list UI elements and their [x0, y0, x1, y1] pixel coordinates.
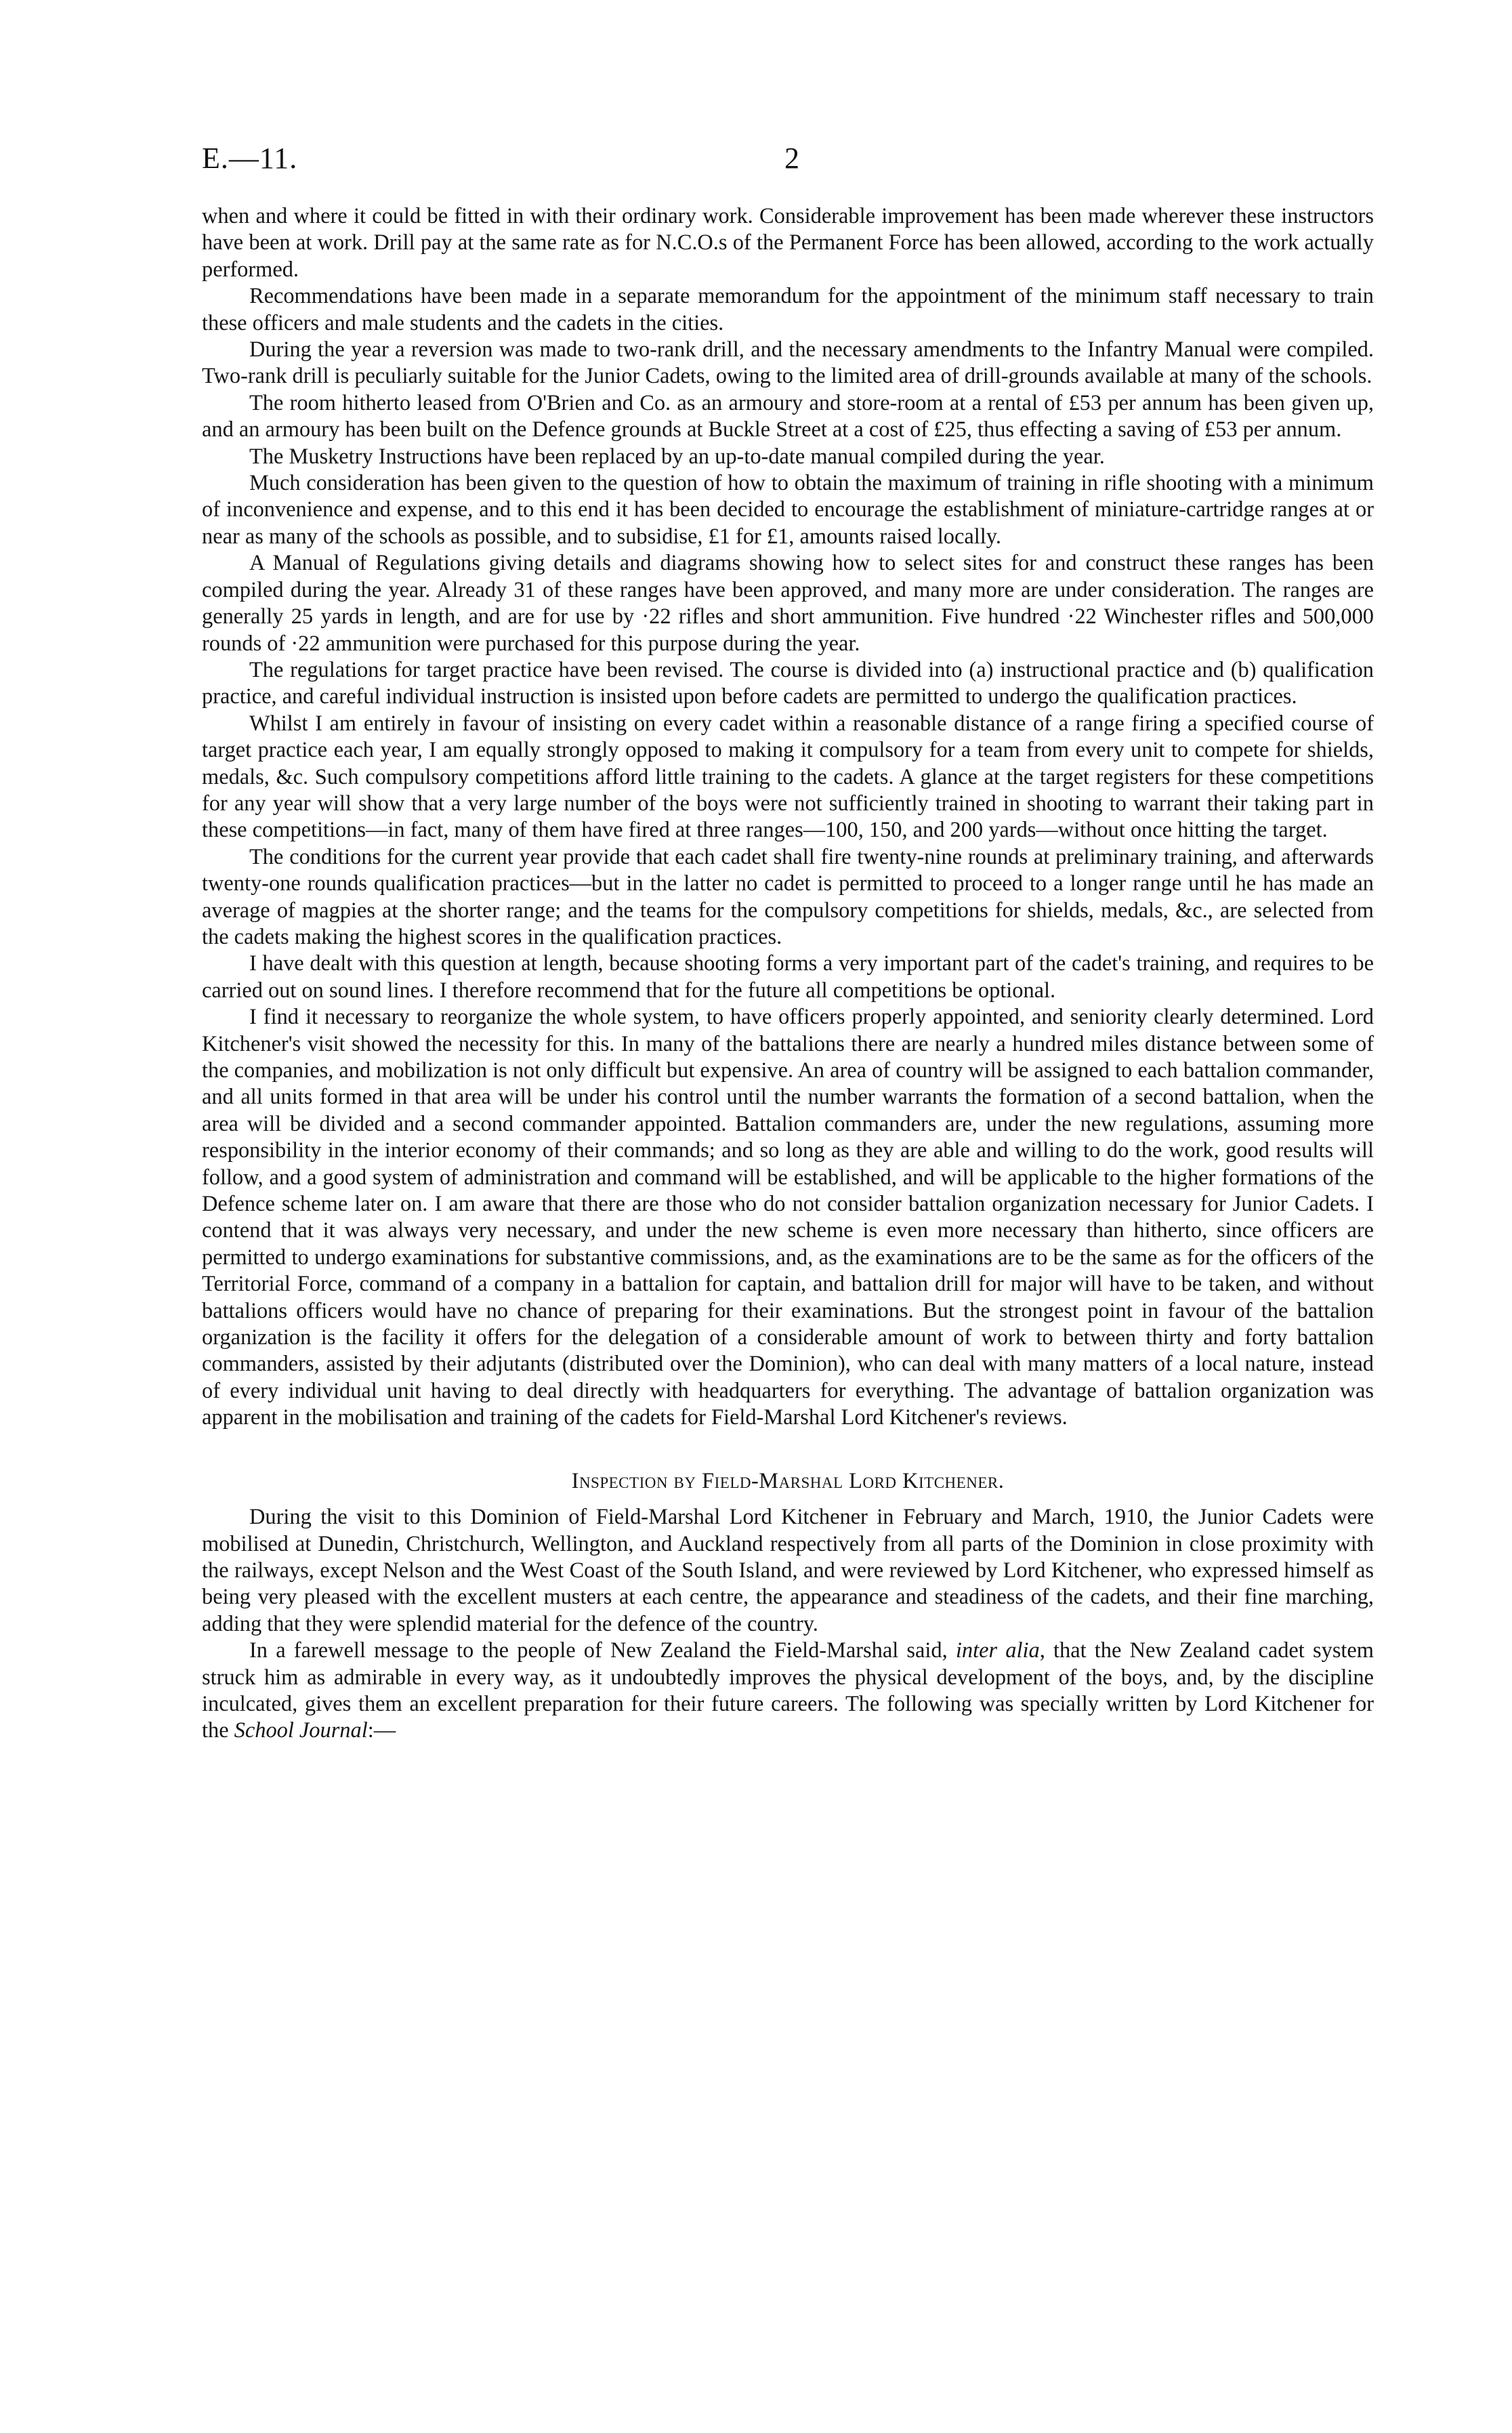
paragraph: I have dealt with this question at length, because shooting forms a very important part of the cadet's training, and requires to be carried out on sound lines. I therefore recommend that for the future all competitions be optional. [202, 951, 1374, 1003]
paragraph: The Musketry Instructions have been replaced by an up-to-date manual compiled during the year. [249, 444, 1105, 469]
page-header [202, 141, 1374, 182]
paragraph: Much consideration has been given to the question of how to obtain the maximum of training in rifle shooting with a minimum of inconvenience and expense, and to this end it has been decided to encourage the establishment of miniature-cartridge ranges at or near as many of the schools as possible, and to subsidise, £1 for £1, amounts raised locally. [202, 471, 1374, 549]
paragraph: The conditions for the current year provide that each cadet shall fire twenty-nine rounds at preliminary training, and afterwards twenty-one rounds qualification practices—but in the latter no cadet is permitted to proceed to a longer range until he has made an average of magpies at the shorter range; and the teams for the compulsory competitions for shields, medals, &c., are selected from the cadets making the highest scores in the qualification practices. [202, 844, 1374, 949]
paragraph: Whilst I am entirely in favour of insisting on every cadet within a reasonable distance of a range firing a specified course of target practice each year, I am equally strongly opposed to making it compulsory for a team from every unit to compete for shields, medals, &c. Such compulsory competitions afford little training to the cadets. A glance at the target registers for these competitions for any year will show that a very large number of the boys were not sufficiently trained in shooting to warrant their taking part in these competitions—in fact, many of them have fired at three ranges—100, 150, and 200 yards—without once hitting the target. [202, 711, 1374, 843]
paragraph: when and where it could be fitted in with their ordinary work. Considerable improvement has been made wherever these instructors have been at work. Drill pay at the same rate as for N.C.O.s of the Permanent Force has been allowed, according to the work actually performed. [202, 204, 1374, 282]
text-run: , that the New Zealand cadet system struck him as admirable in every way, as it undoubtedly improves the physical development of the boys, and, by the discipline inculcated, gives them an excellent preparation for their future careers. The following was specially written by Lord Kitchener for the [202, 1638, 1374, 1743]
text-run: In a farewell message to the people of New Zealand the Field-Marshal said, [249, 1638, 956, 1663]
paragraph: During the visit to this Dominion of Field-Marshal Lord Kitchener in February and March, 1910, the Junior Cadets were mobilised at Dunedin, Christchurch, Wellington, and Auckland respectively from all parts of the Dominion in close proximity with the railways, except Nelson and the West Coast of the South Island, and were reviewed by Lord Kitchener, who expressed himself as being very pleased with the excellent musters at each centre, the appearance and steadiness of the cadets, and their fine marching, adding that they were splendid material for the defence of the country. [202, 1505, 1374, 1636]
text-run: :— [367, 1718, 396, 1743]
section-heading: Inspection by Field-Marshal Lord Kitchener. [571, 1468, 1005, 1493]
body-text [202, 203, 1374, 1745]
italic-title: School Journal [234, 1718, 368, 1743]
page-number: 2 [784, 142, 799, 175]
paragraph: During the year a reversion was made to two-rank drill, and the necessary amendments to the Infantry Manual were compiled. Two-rank drill is peculiarly suitable for the Junior Cadets, owing to the limited area of drill-grounds available at many of the schools. [202, 337, 1374, 389]
document-reference: E.—11. [202, 142, 298, 175]
paragraph: I find it necessary to reorganize the whole system, to have officers properly appointed, and seniority clearly determined. Lord Kitchener's visit showed the necessity for this. In many of the battalions there are nearly a hundred miles distance between some of the companies, and mobilization is not only difficult but expensive. An area of country will be assigned to each battalion commander, and all units formed in that area will be under his control until the number warrants the formation of a second battalion, when the area will be divided and a second commander appointed. Battalion commanders are, under the new regulations, assuming more responsibility in the interior economy of their commands; and so long as they are able and willing to do the work, good results will follow, and a good system of administration and command will be established, and will be applicable to the higher formations of the Defence scheme later on. I am aware that there are those who do not consider battalion organization necessary for Junior Cadets. I contend that it was always very necessary, and under the new scheme is even more necessary than hitherto, since officers are permitted to undergo examinations for substantive commissions, and, as the examinations are to be the same as for the officers of the Territorial Force, command of a company in a battalion for captain, and battalion drill for major will have to be taken, and without battalions officers would have no chance of preparing for their examinations. But the strongest point in favour of the battalion organization is the facility it offers for the delegation of a considerable amount of work to between thirty and forty battalion commanders, assisted by their adjutants (distributed over the Dominion), who can deal with many matters of a local nature, instead of every individual unit having to deal directly with headquarters for everything. The advantage of battalion organization was apparent in the mobilisation and training of the cadets for Field-Marshal Lord Kitchener's reviews. [202, 1005, 1374, 1430]
italic-phrase: inter alia [955, 1638, 1040, 1663]
paragraph [202, 1638, 1374, 1745]
paragraph: The room hitherto leased from O'Brien and Co. as an armoury and store-room at a rental of £53 per annum has been given up, and an armoury has been built on the Defence grounds at Buckle Street at a cost of £25, thus effecting a saving of £53 per annum. [202, 390, 1374, 442]
paragraph: A Manual of Regulations giving details and diagrams showing how to select sites for and construct these ranges has been compiled during the year. Already 31 of these ranges have been approved, and many more are under consideration. The ranges are generally 25 yards in length, and are for use by ·22 rifles and short ammunition. Five hundred ·22 Winchester rifles and 500,000 rounds of ·22 ammunition were purchased for this purpose during the year. [202, 551, 1374, 656]
paragraph: Recommendations have been made in a separate memorandum for the appointment of the minimum staff necessary to train these officers and male students and the cadets in the cities. [202, 284, 1374, 335]
paragraph: The regulations for target practice have been revised. The course is divided into (a) instructional practice and (b) qualification practice, and careful individual instruction is insisted upon before cadets are permitted to undergo the qualification practices. [202, 657, 1374, 709]
